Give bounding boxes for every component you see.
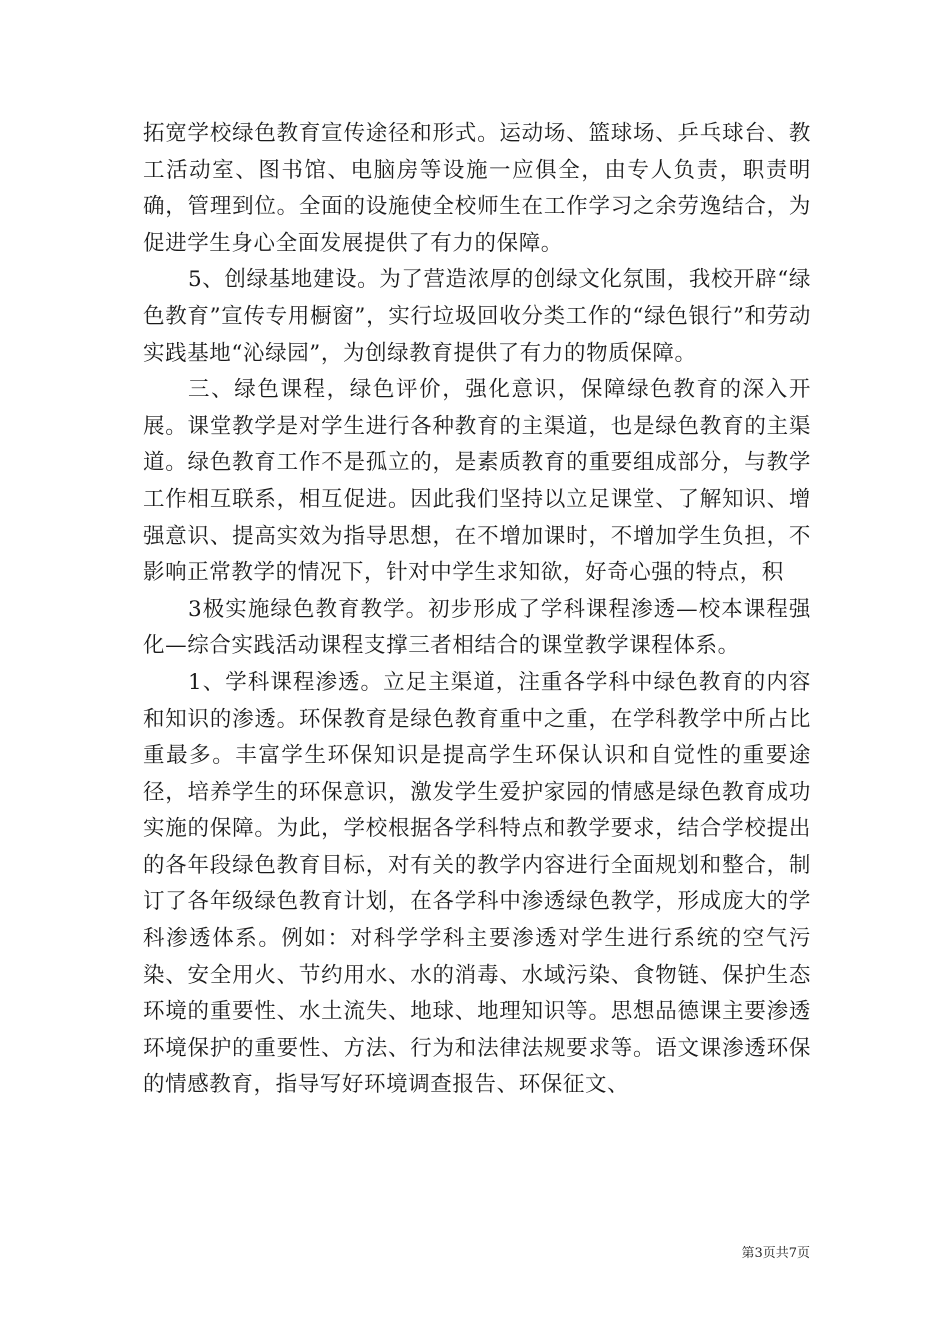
page-number-footer: 第3页共7页 <box>741 1246 810 1261</box>
document-body <box>143 116 811 1104</box>
paragraph-5: 1、学科课程渗透。立足主渠道，注重各学科中绿色教育的内容和知识的渗透。环保教育是绿色教育重中之重，在学科教学中所占比重最多。丰富学生环保知识是提高学生环保认识和自觉性的重要途径，培养学生的环保意识，激发学生爱护家园的情感是绿色教育成功实施的保障。为此，学校根据各学科特点和教学要求，结合学校提出的各年段绿色教育目标，对有关的教学内容进行全面规划和整合，制订了各年级绿色教育计划，在各学科中渗透绿色教学，形成庞大的学科渗透体系。例如：对科学学科主要渗透对学生进行系统的空气污染、安全用火、节约用水、水的消毒、水域污染、食物链、保护生态环境的重要性、水土流失、地球、地理知识等。思想品德课主要渗透环境保护的重要性、方法、行为和法律法规要求等。语文课渗透环保的情感教育，指导写好环境调查报告、环保征文、 <box>143 669 811 1098</box>
paragraph-2: 5、创绿基地建设。为了营造浓厚的创绿文化氛围，我校开辟“绿色教育”宣传专用橱窗”，实行垃圾回收分类工作的“绿色银行”和劳动实践基地“沁绿园”，为创绿教育提供了有力的物质保障。 <box>143 267 811 366</box>
paragraph-1: 拓宽学校绿色教育宣传途径和形式。运动场、篮球场、乒乓球台、教工活动室、图书馆、电脑房等设施一应俱全，由专人负责，职责明确，管理到位。全面的设施使全校师生在工作学习之余劳逸结合，为促进学生身心全面发展提供了有力的保障。 <box>143 121 811 256</box>
paragraph-3: 三、绿色课程，绿色评价，强化意识，保障绿色教育的深入开展。课堂教学是对学生进行各种教育的主渠道，也是绿色教育的主渠道。绿色教育工作不是孤立的，是素质教育的重要组成部分，与教学工作相互联系，相互促进。因此我们坚持以立足课堂、了解知识、增强意识、提高实效为指导思想，在不增加课时，不增加学生负担，不影响正常教学的情况下，针对中学生求知欲，好奇心强的特点，积 <box>143 377 811 586</box>
paragraph-4: 3极实施绿色教育教学。初步形成了学科课程渗透—校本课程强化—综合实践活动课程支撑三者相结合的课堂教学课程体系。 <box>143 596 811 659</box>
